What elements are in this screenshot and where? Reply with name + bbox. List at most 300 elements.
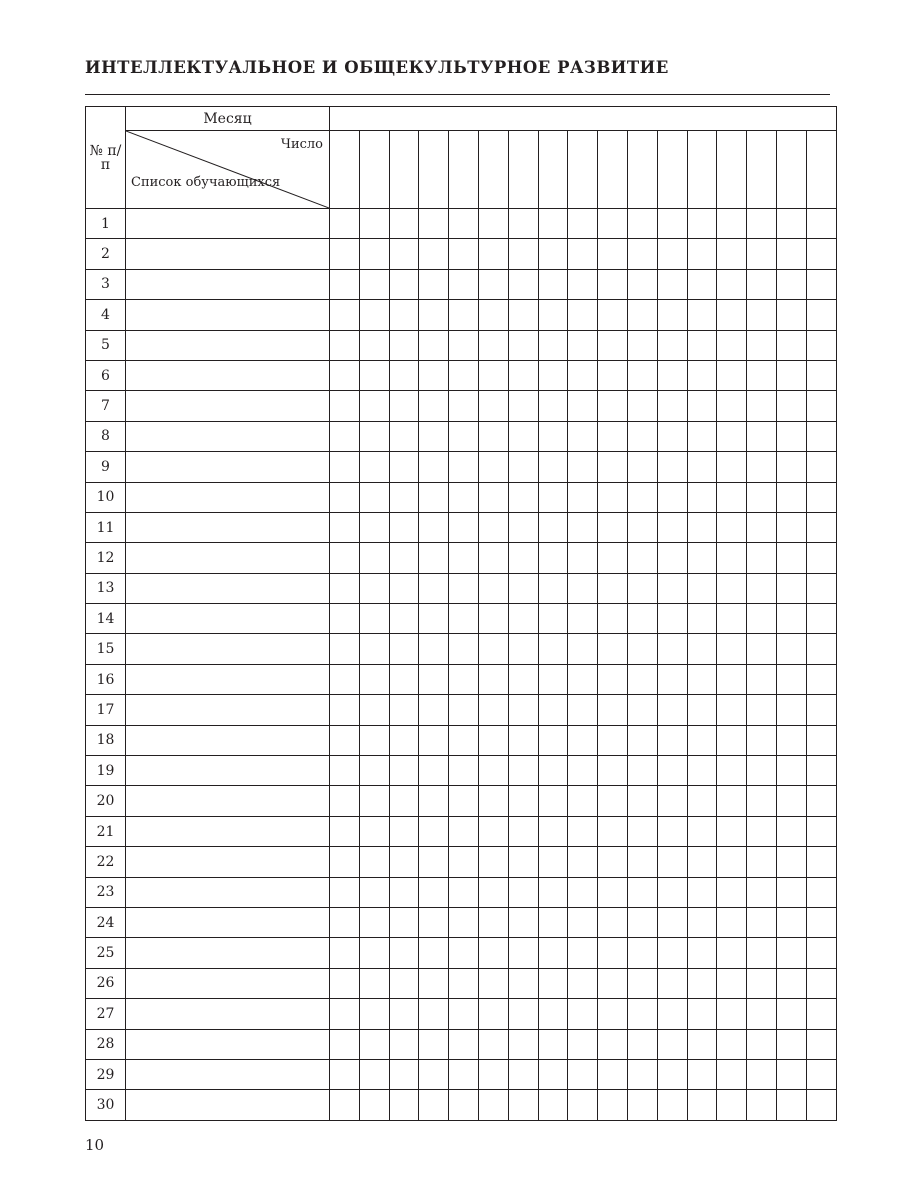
attendance-cell[interactable] <box>359 1090 389 1120</box>
attendance-cell[interactable] <box>330 269 360 299</box>
date-header-cell[interactable] <box>687 131 717 209</box>
attendance-cell[interactable] <box>687 1090 717 1120</box>
attendance-cell[interactable] <box>330 573 360 603</box>
attendance-cell[interactable] <box>330 1090 360 1120</box>
attendance-cell[interactable] <box>747 391 777 421</box>
attendance-cell[interactable] <box>568 543 598 573</box>
attendance-cell[interactable] <box>389 725 419 755</box>
student-name-cell[interactable] <box>126 269 330 299</box>
attendance-cell[interactable] <box>806 968 836 998</box>
attendance-cell[interactable] <box>508 725 538 755</box>
attendance-cell[interactable] <box>508 391 538 421</box>
attendance-cell[interactable] <box>568 300 598 330</box>
attendance-cell[interactable] <box>478 1059 508 1089</box>
attendance-cell[interactable] <box>747 239 777 269</box>
attendance-cell[interactable] <box>717 938 747 968</box>
attendance-cell[interactable] <box>657 421 687 451</box>
attendance-cell[interactable] <box>419 634 449 664</box>
attendance-cell[interactable] <box>419 816 449 846</box>
attendance-cell[interactable] <box>330 452 360 482</box>
attendance-cell[interactable] <box>657 999 687 1029</box>
attendance-cell[interactable] <box>508 907 538 937</box>
attendance-cell[interactable] <box>330 847 360 877</box>
attendance-cell[interactable] <box>598 786 628 816</box>
attendance-cell[interactable] <box>717 1090 747 1120</box>
attendance-cell[interactable] <box>478 877 508 907</box>
date-header-cell[interactable] <box>627 131 657 209</box>
attendance-cell[interactable] <box>747 695 777 725</box>
attendance-cell[interactable] <box>419 391 449 421</box>
attendance-cell[interactable] <box>598 391 628 421</box>
date-header-cell[interactable] <box>508 131 538 209</box>
attendance-cell[interactable] <box>419 512 449 542</box>
attendance-cell[interactable] <box>359 664 389 694</box>
attendance-cell[interactable] <box>359 391 389 421</box>
attendance-cell[interactable] <box>449 968 479 998</box>
attendance-cell[interactable] <box>449 239 479 269</box>
attendance-cell[interactable] <box>717 604 747 634</box>
attendance-cell[interactable] <box>538 786 568 816</box>
attendance-cell[interactable] <box>419 269 449 299</box>
attendance-cell[interactable] <box>687 452 717 482</box>
attendance-cell[interactable] <box>598 968 628 998</box>
attendance-cell[interactable] <box>568 360 598 390</box>
attendance-cell[interactable] <box>330 391 360 421</box>
attendance-cell[interactable] <box>508 786 538 816</box>
attendance-cell[interactable] <box>717 421 747 451</box>
student-name-cell[interactable] <box>126 877 330 907</box>
attendance-cell[interactable] <box>806 786 836 816</box>
attendance-cell[interactable] <box>568 512 598 542</box>
attendance-cell[interactable] <box>568 847 598 877</box>
attendance-cell[interactable] <box>776 816 806 846</box>
attendance-cell[interactable] <box>657 725 687 755</box>
attendance-cell[interactable] <box>687 999 717 1029</box>
attendance-cell[interactable] <box>389 209 419 239</box>
attendance-cell[interactable] <box>687 512 717 542</box>
attendance-cell[interactable] <box>747 269 777 299</box>
attendance-cell[interactable] <box>806 664 836 694</box>
attendance-cell[interactable] <box>538 239 568 269</box>
attendance-cell[interactable] <box>657 300 687 330</box>
attendance-cell[interactable] <box>568 573 598 603</box>
attendance-cell[interactable] <box>389 543 419 573</box>
attendance-cell[interactable] <box>508 452 538 482</box>
attendance-cell[interactable] <box>687 877 717 907</box>
attendance-cell[interactable] <box>627 512 657 542</box>
attendance-cell[interactable] <box>657 1029 687 1059</box>
attendance-cell[interactable] <box>806 330 836 360</box>
attendance-cell[interactable] <box>747 847 777 877</box>
attendance-cell[interactable] <box>538 360 568 390</box>
attendance-cell[interactable] <box>330 482 360 512</box>
attendance-cell[interactable] <box>389 269 419 299</box>
attendance-cell[interactable] <box>330 938 360 968</box>
attendance-cell[interactable] <box>568 695 598 725</box>
attendance-cell[interactable] <box>449 209 479 239</box>
attendance-cell[interactable] <box>330 360 360 390</box>
attendance-cell[interactable] <box>657 847 687 877</box>
attendance-cell[interactable] <box>627 664 657 694</box>
attendance-cell[interactable] <box>449 725 479 755</box>
attendance-cell[interactable] <box>568 938 598 968</box>
attendance-cell[interactable] <box>389 756 419 786</box>
attendance-cell[interactable] <box>627 391 657 421</box>
attendance-cell[interactable] <box>627 756 657 786</box>
attendance-cell[interactable] <box>449 330 479 360</box>
attendance-cell[interactable] <box>419 664 449 694</box>
date-header-cell[interactable] <box>717 131 747 209</box>
attendance-cell[interactable] <box>449 1029 479 1059</box>
attendance-cell[interactable] <box>478 725 508 755</box>
attendance-cell[interactable] <box>598 573 628 603</box>
attendance-cell[interactable] <box>330 1059 360 1089</box>
student-name-cell[interactable] <box>126 968 330 998</box>
attendance-cell[interactable] <box>508 664 538 694</box>
attendance-cell[interactable] <box>657 938 687 968</box>
attendance-cell[interactable] <box>806 421 836 451</box>
attendance-cell[interactable] <box>508 1059 538 1089</box>
attendance-cell[interactable] <box>657 695 687 725</box>
attendance-cell[interactable] <box>330 512 360 542</box>
attendance-cell[interactable] <box>598 269 628 299</box>
attendance-cell[interactable] <box>717 482 747 512</box>
attendance-cell[interactable] <box>419 756 449 786</box>
attendance-cell[interactable] <box>419 725 449 755</box>
attendance-cell[interactable] <box>449 907 479 937</box>
attendance-cell[interactable] <box>717 330 747 360</box>
attendance-cell[interactable] <box>806 300 836 330</box>
attendance-cell[interactable] <box>508 604 538 634</box>
attendance-cell[interactable] <box>449 938 479 968</box>
date-header-cell[interactable] <box>389 131 419 209</box>
attendance-cell[interactable] <box>627 786 657 816</box>
attendance-cell[interactable] <box>747 938 777 968</box>
attendance-cell[interactable] <box>478 695 508 725</box>
attendance-cell[interactable] <box>657 786 687 816</box>
student-name-cell[interactable] <box>126 1059 330 1089</box>
attendance-cell[interactable] <box>687 573 717 603</box>
attendance-cell[interactable] <box>657 968 687 998</box>
attendance-cell[interactable] <box>449 999 479 1029</box>
attendance-cell[interactable] <box>598 452 628 482</box>
attendance-cell[interactable] <box>478 1090 508 1120</box>
attendance-cell[interactable] <box>627 360 657 390</box>
attendance-cell[interactable] <box>538 209 568 239</box>
student-name-cell[interactable] <box>126 209 330 239</box>
attendance-cell[interactable] <box>359 360 389 390</box>
attendance-cell[interactable] <box>806 999 836 1029</box>
date-header-cell[interactable] <box>657 131 687 209</box>
attendance-cell[interactable] <box>568 786 598 816</box>
attendance-cell[interactable] <box>627 543 657 573</box>
attendance-cell[interactable] <box>419 877 449 907</box>
attendance-cell[interactable] <box>478 330 508 360</box>
attendance-cell[interactable] <box>508 999 538 1029</box>
attendance-cell[interactable] <box>776 452 806 482</box>
attendance-cell[interactable] <box>657 634 687 664</box>
attendance-cell[interactable] <box>538 907 568 937</box>
attendance-cell[interactable] <box>538 695 568 725</box>
attendance-cell[interactable] <box>747 877 777 907</box>
attendance-cell[interactable] <box>568 269 598 299</box>
attendance-cell[interactable] <box>389 786 419 816</box>
attendance-cell[interactable] <box>806 512 836 542</box>
attendance-cell[interactable] <box>627 1029 657 1059</box>
attendance-cell[interactable] <box>747 1090 777 1120</box>
attendance-cell[interactable] <box>687 1059 717 1089</box>
attendance-cell[interactable] <box>717 999 747 1029</box>
attendance-cell[interactable] <box>568 725 598 755</box>
attendance-cell[interactable] <box>359 1059 389 1089</box>
attendance-cell[interactable] <box>776 725 806 755</box>
attendance-cell[interactable] <box>717 634 747 664</box>
attendance-cell[interactable] <box>508 756 538 786</box>
attendance-cell[interactable] <box>717 1059 747 1089</box>
attendance-cell[interactable] <box>687 391 717 421</box>
attendance-cell[interactable] <box>359 816 389 846</box>
attendance-cell[interactable] <box>330 300 360 330</box>
attendance-cell[interactable] <box>538 300 568 330</box>
attendance-cell[interactable] <box>478 300 508 330</box>
student-name-cell[interactable] <box>126 938 330 968</box>
student-name-cell[interactable] <box>126 907 330 937</box>
attendance-cell[interactable] <box>478 543 508 573</box>
attendance-cell[interactable] <box>747 786 777 816</box>
attendance-cell[interactable] <box>687 907 717 937</box>
attendance-cell[interactable] <box>687 938 717 968</box>
attendance-cell[interactable] <box>657 907 687 937</box>
student-name-cell[interactable] <box>126 786 330 816</box>
attendance-cell[interactable] <box>568 209 598 239</box>
attendance-cell[interactable] <box>389 907 419 937</box>
attendance-cell[interactable] <box>627 634 657 664</box>
attendance-cell[interactable] <box>449 877 479 907</box>
attendance-cell[interactable] <box>538 938 568 968</box>
attendance-cell[interactable] <box>508 239 538 269</box>
attendance-cell[interactable] <box>627 847 657 877</box>
attendance-cell[interactable] <box>776 695 806 725</box>
attendance-cell[interactable] <box>687 695 717 725</box>
attendance-cell[interactable] <box>449 482 479 512</box>
attendance-cell[interactable] <box>598 1059 628 1089</box>
attendance-cell[interactable] <box>478 847 508 877</box>
attendance-cell[interactable] <box>717 816 747 846</box>
attendance-cell[interactable] <box>717 725 747 755</box>
attendance-cell[interactable] <box>598 816 628 846</box>
attendance-cell[interactable] <box>657 1090 687 1120</box>
attendance-cell[interactable] <box>776 877 806 907</box>
attendance-cell[interactable] <box>806 1059 836 1089</box>
student-name-cell[interactable] <box>126 664 330 694</box>
attendance-cell[interactable] <box>538 269 568 299</box>
date-header-cell[interactable] <box>478 131 508 209</box>
attendance-cell[interactable] <box>330 695 360 725</box>
attendance-cell[interactable] <box>657 269 687 299</box>
attendance-cell[interactable] <box>478 452 508 482</box>
student-name-cell[interactable] <box>126 756 330 786</box>
attendance-cell[interactable] <box>419 1029 449 1059</box>
attendance-cell[interactable] <box>538 664 568 694</box>
attendance-cell[interactable] <box>806 756 836 786</box>
attendance-cell[interactable] <box>568 421 598 451</box>
attendance-cell[interactable] <box>687 209 717 239</box>
attendance-cell[interactable] <box>568 330 598 360</box>
attendance-cell[interactable] <box>657 239 687 269</box>
attendance-cell[interactable] <box>478 391 508 421</box>
attendance-cell[interactable] <box>478 604 508 634</box>
attendance-cell[interactable] <box>508 209 538 239</box>
attendance-cell[interactable] <box>657 543 687 573</box>
attendance-cell[interactable] <box>508 816 538 846</box>
attendance-cell[interactable] <box>359 330 389 360</box>
attendance-cell[interactable] <box>389 573 419 603</box>
attendance-cell[interactable] <box>717 391 747 421</box>
attendance-cell[interactable] <box>627 907 657 937</box>
attendance-cell[interactable] <box>687 664 717 694</box>
attendance-cell[interactable] <box>389 634 419 664</box>
attendance-cell[interactable] <box>717 664 747 694</box>
attendance-cell[interactable] <box>478 482 508 512</box>
attendance-cell[interactable] <box>776 938 806 968</box>
attendance-cell[interactable] <box>449 1059 479 1089</box>
attendance-cell[interactable] <box>449 604 479 634</box>
attendance-cell[interactable] <box>330 999 360 1029</box>
attendance-cell[interactable] <box>687 360 717 390</box>
attendance-cell[interactable] <box>419 543 449 573</box>
attendance-cell[interactable] <box>687 239 717 269</box>
attendance-cell[interactable] <box>657 452 687 482</box>
attendance-cell[interactable] <box>330 816 360 846</box>
attendance-cell[interactable] <box>359 482 389 512</box>
attendance-cell[interactable] <box>747 573 777 603</box>
attendance-cell[interactable] <box>627 999 657 1029</box>
attendance-cell[interactable] <box>776 786 806 816</box>
attendance-cell[interactable] <box>747 482 777 512</box>
attendance-cell[interactable] <box>627 1059 657 1089</box>
attendance-cell[interactable] <box>627 938 657 968</box>
attendance-cell[interactable] <box>747 300 777 330</box>
attendance-cell[interactable] <box>359 543 389 573</box>
attendance-cell[interactable] <box>538 999 568 1029</box>
attendance-cell[interactable] <box>538 1090 568 1120</box>
attendance-cell[interactable] <box>627 330 657 360</box>
attendance-cell[interactable] <box>508 330 538 360</box>
attendance-cell[interactable] <box>717 968 747 998</box>
student-name-cell[interactable] <box>126 421 330 451</box>
attendance-cell[interactable] <box>627 239 657 269</box>
attendance-cell[interactable] <box>389 604 419 634</box>
attendance-cell[interactable] <box>598 938 628 968</box>
attendance-cell[interactable] <box>330 543 360 573</box>
attendance-cell[interactable] <box>419 604 449 634</box>
attendance-cell[interactable] <box>330 756 360 786</box>
attendance-cell[interactable] <box>449 512 479 542</box>
attendance-cell[interactable] <box>478 999 508 1029</box>
attendance-cell[interactable] <box>806 907 836 937</box>
attendance-cell[interactable] <box>508 1029 538 1059</box>
attendance-cell[interactable] <box>806 634 836 664</box>
attendance-cell[interactable] <box>598 604 628 634</box>
attendance-cell[interactable] <box>806 1090 836 1120</box>
attendance-cell[interactable] <box>330 634 360 664</box>
attendance-cell[interactable] <box>389 695 419 725</box>
attendance-cell[interactable] <box>478 512 508 542</box>
attendance-cell[interactable] <box>806 816 836 846</box>
attendance-cell[interactable] <box>747 999 777 1029</box>
attendance-cell[interactable] <box>687 1029 717 1059</box>
attendance-cell[interactable] <box>806 269 836 299</box>
attendance-cell[interactable] <box>776 756 806 786</box>
attendance-cell[interactable] <box>627 573 657 603</box>
date-header-cell[interactable] <box>419 131 449 209</box>
attendance-cell[interactable] <box>776 512 806 542</box>
attendance-cell[interactable] <box>478 239 508 269</box>
attendance-cell[interactable] <box>359 695 389 725</box>
student-name-cell[interactable] <box>126 695 330 725</box>
attendance-cell[interactable] <box>717 300 747 330</box>
attendance-cell[interactable] <box>389 1029 419 1059</box>
attendance-cell[interactable] <box>627 877 657 907</box>
attendance-cell[interactable] <box>359 786 389 816</box>
attendance-cell[interactable] <box>627 968 657 998</box>
attendance-cell[interactable] <box>717 360 747 390</box>
attendance-cell[interactable] <box>657 877 687 907</box>
attendance-cell[interactable] <box>776 209 806 239</box>
attendance-cell[interactable] <box>687 269 717 299</box>
attendance-cell[interactable] <box>806 482 836 512</box>
attendance-cell[interactable] <box>717 847 747 877</box>
attendance-cell[interactable] <box>717 239 747 269</box>
attendance-cell[interactable] <box>747 968 777 998</box>
attendance-cell[interactable] <box>806 1029 836 1059</box>
date-header-cell[interactable] <box>747 131 777 209</box>
attendance-cell[interactable] <box>747 664 777 694</box>
attendance-cell[interactable] <box>359 209 389 239</box>
attendance-cell[interactable] <box>359 239 389 269</box>
attendance-cell[interactable] <box>419 1090 449 1120</box>
attendance-cell[interactable] <box>598 543 628 573</box>
attendance-cell[interactable] <box>508 695 538 725</box>
attendance-cell[interactable] <box>359 604 389 634</box>
attendance-cell[interactable] <box>717 573 747 603</box>
attendance-cell[interactable] <box>330 1029 360 1059</box>
attendance-cell[interactable] <box>389 482 419 512</box>
attendance-cell[interactable] <box>449 786 479 816</box>
attendance-cell[interactable] <box>389 877 419 907</box>
attendance-cell[interactable] <box>419 695 449 725</box>
attendance-cell[interactable] <box>776 391 806 421</box>
attendance-cell[interactable] <box>538 816 568 846</box>
attendance-cell[interactable] <box>419 573 449 603</box>
attendance-cell[interactable] <box>776 1029 806 1059</box>
attendance-cell[interactable] <box>419 300 449 330</box>
attendance-cell[interactable] <box>806 938 836 968</box>
attendance-cell[interactable] <box>538 512 568 542</box>
attendance-cell[interactable] <box>389 239 419 269</box>
attendance-cell[interactable] <box>717 209 747 239</box>
attendance-cell[interactable] <box>717 877 747 907</box>
attendance-cell[interactable] <box>508 877 538 907</box>
attendance-cell[interactable] <box>776 421 806 451</box>
attendance-cell[interactable] <box>776 330 806 360</box>
attendance-cell[interactable] <box>478 360 508 390</box>
attendance-cell[interactable] <box>747 634 777 664</box>
attendance-cell[interactable] <box>568 452 598 482</box>
attendance-cell[interactable] <box>598 907 628 937</box>
attendance-cell[interactable] <box>478 907 508 937</box>
attendance-cell[interactable] <box>806 877 836 907</box>
